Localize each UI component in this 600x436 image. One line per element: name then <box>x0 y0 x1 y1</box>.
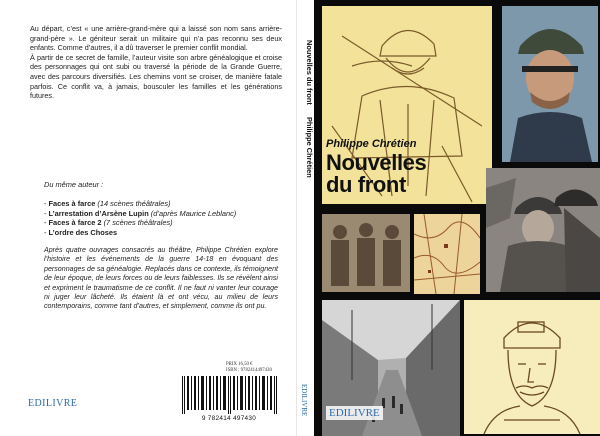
cover-title-line-2: du front <box>326 172 406 197</box>
price-label: PRIX 16,50 € <box>226 362 253 367</box>
front-publisher-logo: EDILIVRE <box>326 406 383 420</box>
author-photo <box>502 6 598 162</box>
soldiers-helmets-photo <box>486 168 600 292</box>
also-item-title: L’arrestation d’Arsène Lupin <box>48 208 149 218</box>
spine-text <box>300 40 314 200</box>
also-item: - Faces à farce 2 (7 scènes théâtrales) <box>44 218 173 228</box>
cover-title-line-1: Nouvelles <box>326 150 427 175</box>
blurb-paragraph-3: Après quatre ouvrages consacrés au théâtre, Philippe Chrétien explore l’histoire et les événements de la guerre 14-18 en évoquant des personnages de sa généalogie. Replacés dans ce contexte, ils témoignent de leur époque, de leurs forces ou de leurs faiblesses. Ils se révèlent ainsi et expriment le traumatisme de ce conflit. Il ne faut ni vanter leur courage ni juger leur lâcheté. Ils étaient là et ont vécu, au milieu de leurs contemporains, comme tant d’autres, et simplement, comme ils ont pu. <box>44 246 278 311</box>
author-photo-drawing <box>502 6 598 162</box>
cover-title <box>326 152 426 196</box>
barcode-bars <box>176 376 282 414</box>
spine <box>296 0 314 436</box>
blurb-paragraph-1: Au départ, c’est « une arrière-grand-mère qui a laissé son nom sans arrière-grand-père ». Le géniteur serait un militaire qui n’a pas reconnu ses deux enfants. Comme d’autres, il a dû traverser le premier conflit mondial. <box>30 24 282 53</box>
also-item: - L’arrestation d’Arsène Lupin (d’après Maurice Leblanc) <box>44 208 237 218</box>
price-isbn-block <box>226 362 272 374</box>
also-item-note: (7 scènes théâtrales) <box>103 218 173 228</box>
also-item-title: Faces à farce <box>48 198 96 208</box>
also-heading: Du même auteur : <box>44 180 104 189</box>
cover-author: Philippe Chrétien <box>326 138 417 150</box>
three-soldiers-photo <box>322 214 410 292</box>
soldiers-helmets-drawing <box>486 168 600 292</box>
trench-map-image <box>414 214 480 294</box>
barcode-number: 9 782414 497430 <box>201 415 257 422</box>
also-item: - Faces à farce (14 scènes théâtrales) <box>44 198 171 208</box>
isbn-label: ISBN : 9782414497430 <box>226 368 272 373</box>
spine-author: Philippe Chrétien <box>305 116 314 178</box>
publisher-logo: EDILIVRE <box>28 398 78 409</box>
soldier-face-drawing <box>464 300 600 434</box>
spine-title: Nouvelles du front <box>305 40 314 105</box>
trench-map-drawing <box>414 214 480 294</box>
soldier-face-sketch <box>464 300 600 434</box>
also-item-title: L’ordre des Choses <box>48 228 118 238</box>
spine-publisher-logo: EDILIVRE <box>300 384 308 417</box>
blurb-paragraph-2: À partir de ce secret de famille, l’auteur visite son arbre généalogique et croise des personnages qui ont subi ou traversé la période de la Grande Guerre, avec des parcours diversifiés. Les chemins vont se croiser, de manière fatale parfois. Ce conflit va, à jamais, bousculer les familles et les générations futures. <box>30 52 282 101</box>
also-item: - L’ordre des Choses <box>44 228 118 238</box>
front-cover <box>314 0 600 436</box>
also-item-title: Faces à farce 2 <box>48 218 102 228</box>
also-item-note: (d’après Maurice Leblanc) <box>150 208 237 218</box>
also-by-author <box>44 180 274 238</box>
three-soldiers-drawing <box>322 214 410 292</box>
back-cover <box>0 0 296 436</box>
also-item-note: (14 scènes théâtrales) <box>97 198 171 208</box>
back-blurb-top <box>30 24 282 101</box>
